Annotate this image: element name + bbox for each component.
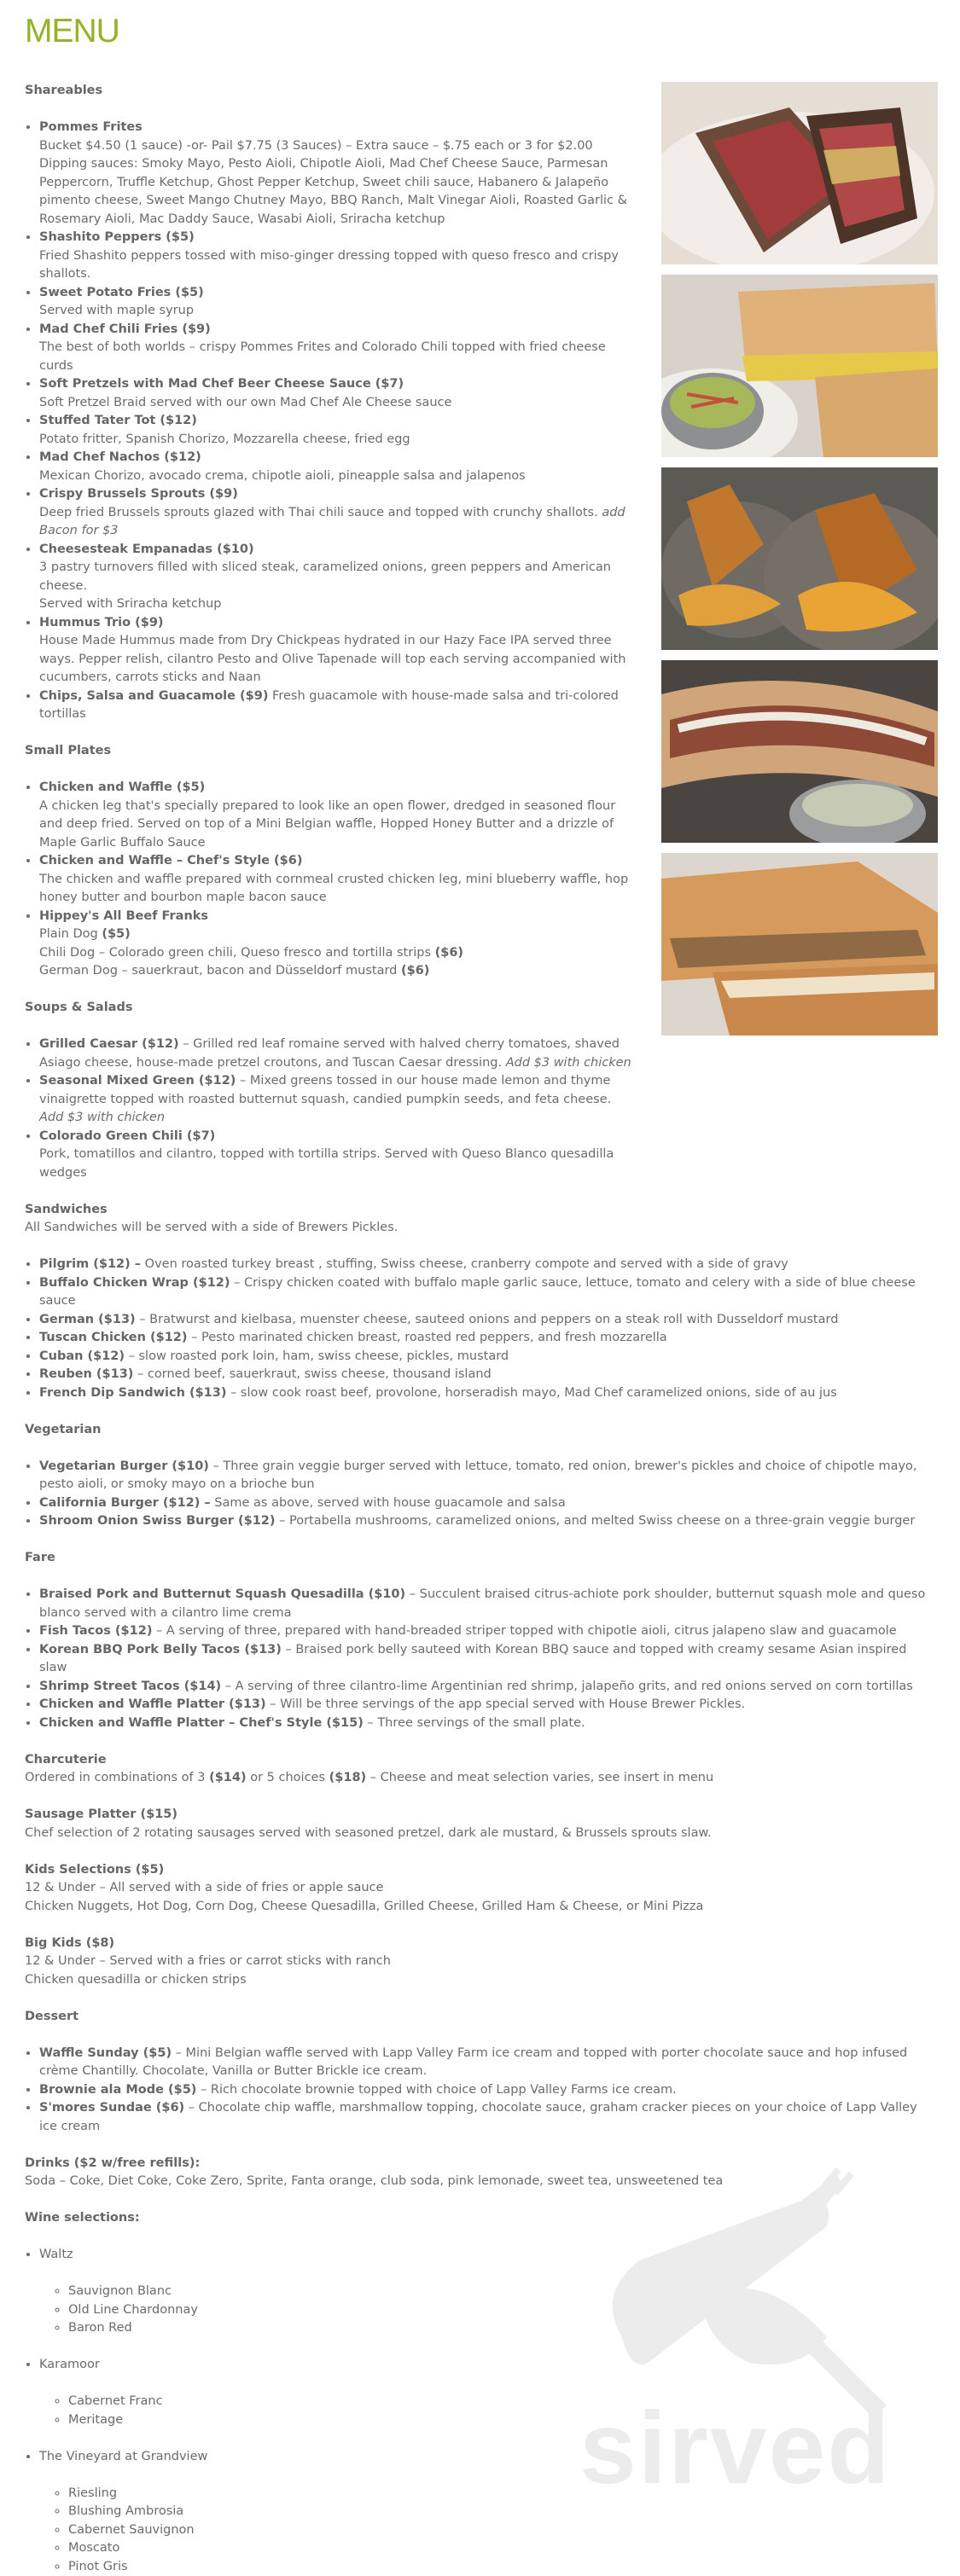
page-title: MENU — [25, 12, 119, 51]
sirved-watermark — [545, 2167, 946, 2491]
section-heading-kids: Kids Selections ($5) — [25, 1861, 938, 1880]
chicken-and-waffle-photo — [661, 467, 938, 650]
reuben-sandwich-photo — [661, 82, 938, 264]
kids-line2: Chicken Nuggets, Hot Dog, Corn Dog, Cheese Quesadilla, Grilled Cheese, Grilled Ham & Cheese, or Mini Pizza — [25, 1898, 938, 1917]
cuban-sandwich-photo — [661, 275, 938, 457]
list-item: • Fish Tacos ($12) – A serving of three, prepared with hand-breaded striper topped with chipotle aioli, citrus jalapeno slaw and guacamole — [39, 1622, 938, 1641]
section-heading-dessert: Dessert — [25, 2008, 938, 2027]
list-item: • Braised Pork and Butternut Squash Quesadilla ($10) – Succulent braised citrus-achiote pork shoulder, butternut squash mole and queso blanco served with a cilantro lime crema — [39, 1586, 938, 1622]
list-item: • California Burger ($12) – Same as above, served with house guacamole and salsa — [39, 1494, 938, 1513]
list-item: • Crispy Brussels Sprouts ($9) Deep fried Brussels sprouts glazed with Thai chili sauce and topped with crunchy shallots. add Bacon for $3 — [39, 485, 639, 541]
wine-item: ◦ Sauvignon Blanc — [68, 2283, 938, 2301]
soups-list — [25, 1036, 639, 1182]
wine-item: ◦ Moscato — [68, 2539, 938, 2558]
list-item: • French Dip Sandwich ($13) – slow cook roast beef, provolone, horseradish mayo, Mad Chef caramelized onions, side of au jus — [39, 1384, 938, 1403]
wine-item: ◦ Old Line Chardonnay — [68, 2301, 938, 2320]
drinks-desc: Soda – Coke, Diet Coke, Coke Zero, Sprite, Fanta orange, club soda, pink lemonade, sweet tea, unsweetened tea — [25, 2173, 938, 2191]
vegetarian-list — [25, 1458, 938, 1531]
list-item: • Chicken and Waffle – Chef's Style ($6) The chicken and waffle prepared with cornmeal crusted chicken leg, mini blueberry waffle, hop honey butter and bourbon maple bacon sauce — [39, 852, 639, 908]
list-item: • Chicken and Waffle Platter – Chef's Style ($15) – Three servings of the small plate. — [39, 1714, 938, 1733]
list-item: • Tuscan Chicken ($12) – Pesto marinated chicken breast, roasted red peppers, and fresh mozzarella — [39, 1329, 938, 1348]
list-item: • Seasonal Mixed Green ($12) – Mixed greens tossed in our house made lemon and thyme vinaigrette topped with roasted butternut squash, candied pumpkin seeds, and feta cheese. Add $3 with chicken — [39, 1072, 639, 1128]
list-item: • Korean BBQ Pork Belly Tacos ($13) – Braised pork belly sauteed with Korean BBQ sauce and topped with creamy sesame Asian inspired slaw — [39, 1641, 938, 1678]
list-item: • Cuban ($12) – slow roasted pork loin, ham, swiss cheese, pickles, mustard — [39, 1348, 938, 1366]
bigkids-line1: 12 & Under – Served with a fries or carrot sticks with ranch — [25, 1952, 938, 1971]
section-heading-big-kids: Big Kids ($8) — [25, 1935, 938, 1953]
list-item: • Shroom Onion Swiss Burger ($12) – Portabella mushrooms, caramelized onions, and melted Swiss cheese on a three-grain veggie burger — [39, 1512, 938, 1531]
list-item: • Stuffed Tater Tot ($12) Potato fritter, Spanish Chorizo, Mozzarella cheese, fried egg — [39, 412, 639, 449]
wine-item: ◦ Riesling — [68, 2485, 938, 2503]
list-item: • S'mores Sundae ($6) – Chocolate chip waffle, marshmallow topping, chocolate sauce, graham cracker pieces on your choice of Lapp Valley ice cream — [39, 2099, 938, 2136]
list-item: • Chicken and Waffle Platter ($13) – Will be three servings of the app special served with House Brewer Pickles. — [39, 1696, 938, 1714]
list-item: • Mad Chef Chili Fries ($9) The best of both worlds – crispy Pommes Frites and Colorado Chili topped with fried cheese curds — [39, 321, 639, 376]
list-item: • Sweet Potato Fries ($5) Served with maple syrup — [39, 284, 639, 321]
fare-list — [25, 1586, 938, 1732]
list-item: • German ($13) – Bratwurst and kielbasa, muenster cheese, sauteed onions and peppers on a steak roll with Dusseldorf mustard — [39, 1311, 938, 1330]
wine-item: ◦ Blushing Ambrosia — [68, 2503, 938, 2521]
list-item: • Shrimp Street Tacos ($14) – A serving of three cilantro-lime Argentinian red shrimp, jalapeño grits, and red onions served on corn tortillas — [39, 1678, 938, 1697]
list-item: • Colorado Green Chili ($7) Pork, tomatillos and cilantro, topped with tortilla strips. Served with Queso Blanco quesadilla wedges — [39, 1128, 639, 1183]
hot-dog-photo — [661, 660, 938, 843]
bigkids-line2: Chicken quesadilla or chicken strips — [25, 1971, 938, 1990]
section-heading-soups-salads: Soups & Salads — [25, 999, 639, 1018]
section-heading-sandwiches: Sandwiches — [25, 1201, 938, 1220]
photo-column — [661, 82, 938, 1046]
wine-item: ◦ Baron Red — [68, 2319, 938, 2338]
watermark-text: sirved — [579, 2397, 892, 2499]
sandwiches-note: All Sandwiches will be served with a side of Brewers Pickles. — [25, 1219, 938, 1238]
winery-item: • Waltz ◦ Sauvignon Blanc ◦ Old Line Chardonnay ◦ Baron Red — [39, 2246, 938, 2356]
list-item: • Grilled Caesar ($12) – Grilled red leaf romaine served with halved cherry tomatoes, shaved Asiago cheese, house-made pretzel croutons, and Tuscan Caesar dressing. Add $3 with chicken — [39, 1036, 639, 1072]
wine-item: ◦ Meritage — [68, 2411, 938, 2430]
quesadilla-photo — [661, 853, 938, 1036]
list-item: • Soft Pretzels with Mad Chef Beer Cheese Sauce ($7) Soft Pretzel Braid served with our own Mad Chef Ale Cheese sauce — [39, 375, 639, 412]
list-item: • Mad Chef Nachos ($12) Mexican Chorizo, avocado crema, chipotle aioli, pineapple salsa and jalapenos — [39, 449, 639, 485]
section-heading-drinks: Drinks ($2 w/free refills): — [25, 2155, 938, 2173]
winery-item: • The Vineyard at Grandview ◦ Riesling ◦ Blushing Ambrosia ◦ Cabernet Sauvignon ◦ Moscato ◦ Pinot Gris — [39, 2448, 938, 2576]
charcuterie-desc: Ordered in combinations of 3 ($14) or 5 choices ($18) – Cheese and meat selection varies, see insert in menu — [25, 1769, 938, 1788]
list-item: • Reuben ($13) – corned beef, sauerkraut, swiss cheese, thousand island — [39, 1366, 938, 1384]
list-item: • Pommes Frites Bucket $4.50 (1 sauce) -or- Pail $7.75 (3 Sauces) – Extra sauce – $.75 each or 3 for $2.00 Dipping sauces: Smoky Mayo, Pesto Aioli, Chipotle Aioli, Mad Chef Cheese Sauce, Parmesan Peppercorn, Truffle Ketchup, Ghost Pepper Ketchup, Sweet chili sauce, Habanero & Jalapeño pimento cheese, Sweet Mango Chutney Mayo, BBQ Ranch, Malt Vinegar Aioli, Roasted Garlic & Rosemary Aioli, Mac Daddy Sauce, Wasabi Aioli, Sriracha ketchup — [39, 119, 639, 229]
list-item: • Pilgrim ($12) – Oven roasted turkey breast , stuffing, Swiss cheese, cranberry compote and served with a side of gravy — [39, 1256, 938, 1274]
section-heading-wine: Wine selections: — [25, 2209, 938, 2228]
list-item: • Hippey's All Beef Franks Plain Dog ($5) Chili Dog – Colorado green chili, Queso fresco and tortilla strips ($6) German Dog – sauerkraut, bacon and Düsseldorf mustard ($6) — [39, 908, 639, 981]
small-plates-list — [25, 779, 639, 981]
section-heading-vegetarian: Vegetarian — [25, 1421, 938, 1440]
list-item: • Shashito Peppers ($5) Fried Shashito peppers tossed with miso-ginger dressing topped with queso fresco and crispy shallots. — [39, 229, 639, 284]
list-item: • Waffle Sunday ($5) – Mini Belgian waffle served with Lapp Valley Farm ice cream and topped with porter chocolate sauce and hop infused crème Chantilly. Chocolate, Vanilla or Butter Brickle ice cream. — [39, 2045, 938, 2081]
wine-item: ◦ Pinot Gris — [68, 2558, 938, 2576]
wine-item: ◦ Cabernet Sauvignon — [68, 2521, 938, 2540]
wine-item: ◦ Cabernet Franc — [68, 2393, 938, 2411]
menu-text — [25, 82, 639, 1201]
sandwiches-list — [25, 1256, 938, 1402]
list-item: • Vegetarian Burger ($10) – Three grain veggie burger served with lettuce, tomato, red onion, brewer's pickles and choice of chipotle mayo, pesto aioli, or smoky mayo on a brioche bun — [39, 1458, 938, 1494]
sausage-desc: Chef selection of 2 rotating sausages served with seasoned pretzel, dark ale mustard, & Brussels sprouts slaw. — [25, 1825, 938, 1843]
list-item: • Chicken and Waffle ($5) A chicken leg that's specially prepared to look like an open flower, dredged in seasoned flour and deep fried. Served on top of a Mini Belgian waffle, Hopped Honey Butter and a drizzle of Maple Garlic Buffalo Sauce — [39, 779, 639, 852]
section-heading-charcuterie: Charcuterie — [25, 1751, 938, 1770]
list-item: • Buffalo Chicken Wrap ($12) – Crispy chicken coated with buffalo maple garlic sauce, lettuce, tomato and celery with a side of blue cheese sauce — [39, 1274, 938, 1311]
list-item: • Brownie ala Mode ($5) – Rich chocolate brownie topped with choice of Lapp Valley Farms ice cream. — [39, 2081, 938, 2100]
section-heading-small-plates: Small Plates — [25, 742, 639, 761]
list-item: • Hummus Trio ($9) House Made Hummus made from Dry Chickpeas hydrated in our Hazy Face IPA served three ways. Pepper relish, cilantro Pesto and Olive Tapenade will top each serving accompanied with cucumbers, carrots sticks and Naan — [39, 614, 639, 688]
list-item: • Chips, Salsa and Guacamole ($9) Fresh guacamole with house-made salsa and tri-colored tortillas — [39, 688, 639, 724]
kids-line1: 12 & Under – All served with a side of fries or apple sauce — [25, 1879, 938, 1898]
section-heading-fare: Fare — [25, 1549, 938, 1568]
section-heading-sausage-platter: Sausage Platter ($15) — [25, 1806, 938, 1825]
dessert-list — [25, 2045, 938, 2137]
list-item: • Cheesesteak Empanadas ($10) 3 pastry turnovers filled with sliced steak, caramelized onions, green peppers and American cheese. Served with Sriracha ketchup — [39, 541, 639, 614]
winery-item: • Karamoor ◦ Cabernet Franc ◦ Meritage — [39, 2356, 938, 2448]
section-heading-shareables: Shareables — [25, 82, 639, 101]
shareables-list — [25, 119, 639, 724]
